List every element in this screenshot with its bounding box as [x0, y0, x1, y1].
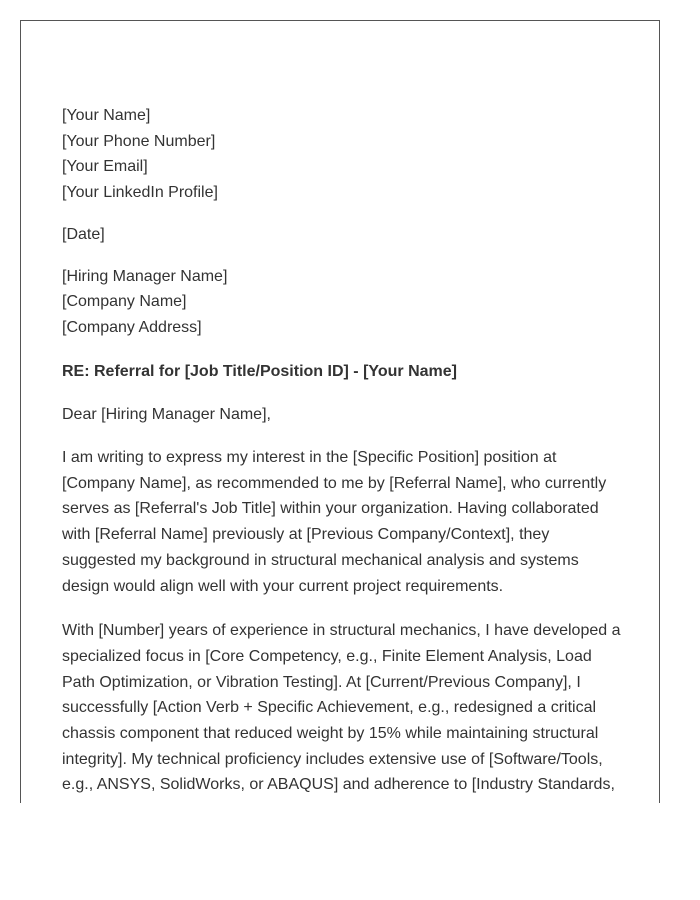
- sender-email: [Your Email]: [62, 158, 148, 176]
- paragraph-line: integrity]. My technical proficiency includes extensive use of [Software/Tools,: [62, 750, 603, 768]
- paragraph-line: Path Optimization, or Vibration Testing]. At [Current/Previous Company], I: [62, 673, 581, 691]
- subject-line: RE: Referral for [Job Title/Position ID] - [Your Name]: [62, 362, 457, 380]
- paragraph-line: specialized focus in [Core Competency, e.g., Finite Element Analysis, Load: [62, 647, 592, 665]
- sender-phone: [Your Phone Number]: [62, 132, 216, 150]
- paragraph-line: [Company Name], as recommended to me by [Referral Name], who currently: [62, 474, 607, 492]
- recipient-company: [Company Name]: [62, 293, 187, 311]
- paragraph-line: successfully [Action Verb + Specific Achievement, e.g., redesigned a critical: [62, 699, 597, 717]
- recipient-address: [Company Address]: [62, 318, 202, 336]
- paragraph-line: with [Referral Name] previously at [Previous Company/Context], they: [62, 526, 550, 544]
- sender-linkedin: [Your LinkedIn Profile]: [62, 184, 218, 202]
- letter-page: [20, 20, 660, 803]
- paragraph-2: [62, 618, 632, 798]
- date-block: [62, 222, 632, 248]
- paragraph-line: suggested my background in structural mechanical analysis and systems: [62, 551, 579, 569]
- recipient-name: [Hiring Manager Name]: [62, 267, 228, 285]
- paragraph-line: chassis component that reduced weight by 15% while maintaining structural: [62, 725, 599, 743]
- paragraph-line: serves as [Referral's Job Title] within your organization. Having collaborated: [62, 500, 599, 518]
- paragraph-1: [62, 445, 632, 599]
- paragraph-line: I am writing to express my interest in the [Specific Position] position at: [62, 449, 557, 467]
- sender-block: [62, 103, 632, 206]
- letter-date: [Date]: [62, 225, 105, 243]
- paragraph-line: e.g., ANSYS, SolidWorks, or ABAQUS] and adherence to [Industry Standards,: [62, 776, 615, 794]
- paragraph-line: design would align well with your current project requirements.: [62, 577, 504, 595]
- sender-name: [Your Name]: [62, 107, 151, 124]
- paragraph-line: With [Number] years of experience in structural mechanics, I have developed a: [62, 622, 621, 640]
- letter-content: [62, 103, 632, 803]
- greeting: Dear [Hiring Manager Name],: [62, 406, 271, 424]
- recipient-block: [62, 264, 632, 341]
